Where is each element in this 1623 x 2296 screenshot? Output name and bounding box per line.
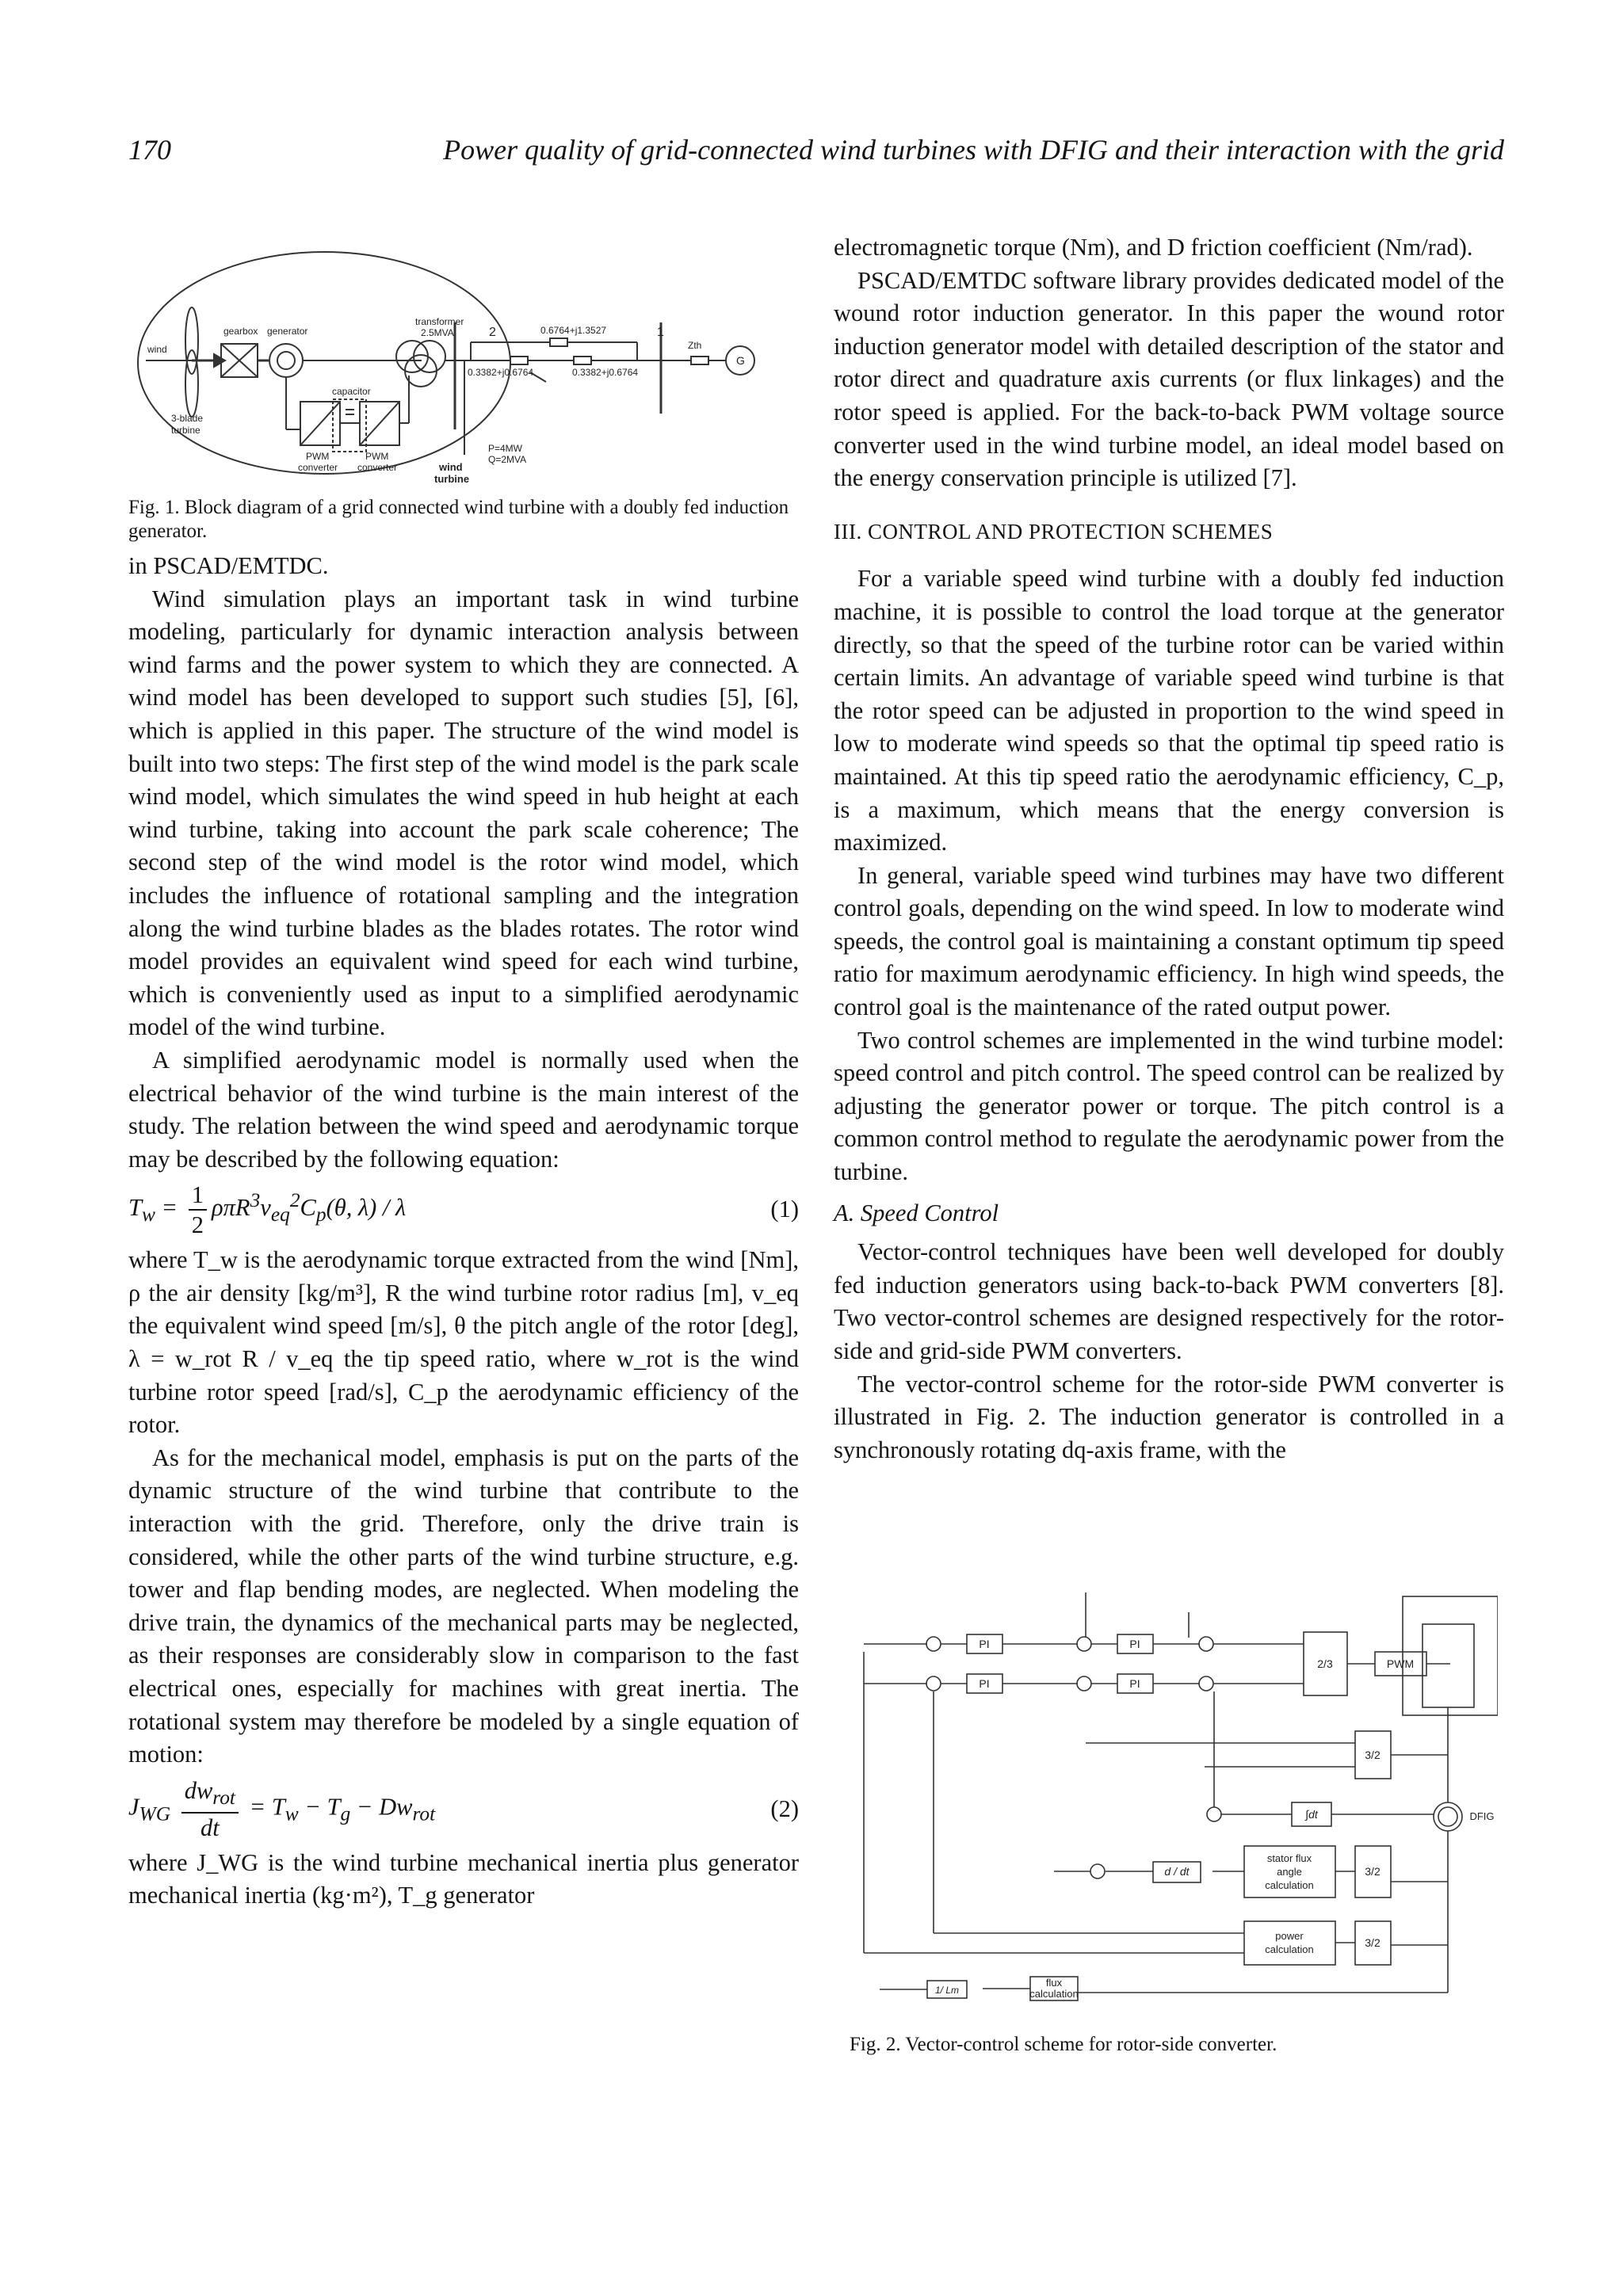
paragraph: In general, variable speed wind turbines may have two different control goals, depending on the wind speed. In low to moderate wind speeds, the control goal is maintaining a constant optimum tip speed ratio for maximum aerodynamic efficiency. In high wind speeds, the control goal is the maintenance of the rated output power. [834,861,1504,1021]
right-column [834,231,1504,1466]
label-gearbox: gearbox [223,326,258,337]
pi-block-label: PI [979,1638,990,1650]
power-calc-label: calculation [1265,1943,1314,1955]
stator-flux-label: stator flux [1266,1852,1312,1864]
paragraph: For a variable speed wind turbine with a doubly fed induction machine, it is possible to control the load torque at the generator directly, so that the speed of the turbine rotor can be varied within certain limits. An advantage of variable speed wind turbine is that the rotor speed can be adjusted in proportion to the wind speed in low to moderate wind speeds so that the optimal tip speed ratio is maintained. At this tip speed ratio the aerodynamic efficiency, C_p, is a maximum, which means that the energy conversion is maximized. [834,565,1504,856]
label-q: Q=2MVA [488,454,527,465]
equation-2: $J_{WG}$ $\frac{dw_{rot}}{dt}$ = $T_w - T_g - Dw_{rot}$ (2) [128,1776,799,1841]
label-converter-1: converter [298,462,338,473]
equation-1: $T_w$ = $\frac{1}{2}$ $\rho\pi R^3v_{eq}^2C_p(\theta$, λ) / λ (1) [128,1181,799,1239]
figure-2-caption: Fig. 2. Vector-control scheme for rotor-side converter. [850,2034,1277,2055]
figure-1-diagram [130,247,796,494]
running-title: Power quality of grid-connected wind turbines with DFIG and their interaction with the grid [443,134,1504,166]
paragraph: where T_w is the aerodynamic torque extracted from the wind [Nm], ρ the air density [kg/m³], R the wind turbine rotor radius [m], v_eq the equivalent wind speed [m/s], θ the pitch angle of the rotor [deg], λ = w_rot R / v_eq the tip speed ratio, where w_rot is the wind turbine rotor speed [rad/s], C_p the aerodynamic efficiency of the rotor. [128,1246,799,1439]
transform-3-2-label: 3/2 [1365,1865,1381,1878]
figure-1-caption: Fig. 1. Block diagram of a grid connected wind turbine with a doubly fed induction generator. [128,497,789,542]
power-calc-label: power [1275,1930,1304,1942]
pi-block-label: PI [979,1677,990,1690]
integrator-label: ∫dt [1305,1808,1318,1821]
paragraph: A simplified aerodynamic model is normally used when the electrical behavior of the wind turbine is the main interest of the study. The relation between the wind speed and aerodynamic torque may be described by the following equation: [128,1046,799,1173]
paragraph: As for the mechanical model, emphasis is put on the parts of the dynamic structure of the wind turbine that contribute to the interaction with the grid. Therefore, only the drive train is considered, while the other parts of the wind turbine structure, e.g. tower and flap bending modes, are neglected. When modeling the drive train, the dynamics of the mechanical parts may be neglected, as their responses are considerably slow in comparison to the fast electrical ones, especially for machines with great inertia. The rotational system may therefore be modeled by a single equation of motion: [128,1444,799,1768]
label-bus-2: 2 [489,326,496,339]
subsection-heading: A. Speed Control [834,1199,999,1226]
paragraph: The vector-control scheme for the rotor-side PWM converter is illustrated in Fig. 2. The induction generator is controlled in a synchronously rotating dq-axis frame, with the [834,1370,1504,1463]
label-grid: G [736,354,745,367]
paragraph: in PSCAD/EMTDC. [128,552,329,579]
pi-block-label: PI [1129,1677,1140,1690]
section-heading: III. CONTROL AND PROTECTION SCHEMES [834,519,1274,543]
label-wind-turbine-2: turbine [434,473,470,485]
inv-lm-label: 1/ Lm [934,1985,960,1996]
label-pwm-2: PWM [365,451,389,462]
label-blade: 3-blade [171,413,204,424]
paragraph: Vector-control techniques have been well developed for doubly fed induction generators using back-to-back PWM converters [8]. Two vector-control schemes are designed respectively for the rotor-side and grid-side PWM converters. [834,1238,1504,1364]
stator-flux-label: angle [1277,1866,1302,1878]
label-capacitor: capacitor [332,386,371,397]
label-p: P=4MW [488,443,523,454]
flux-calc-label: flux [1045,1977,1063,1989]
figure-1 [130,247,796,494]
transform-3-2-label: 3/2 [1365,1749,1381,1761]
label-line-right: 0.3382+j0.6764 [572,367,639,378]
flux-calc-label: calculation [1029,1988,1079,2000]
figure-2 [848,1565,1498,2024]
stator-flux-label: calculation [1265,1879,1314,1891]
label-wind-turbine-1: wind [439,461,463,473]
paragraph: electromagnetic torque (Nm), and D friction coefficient (Nm/rad). [834,234,1473,261]
equation-number: (2) [770,1794,799,1822]
left-column [128,550,799,1913]
label-converter-2: converter [357,462,398,473]
transform-2-3-label: 2/3 [1317,1657,1333,1670]
paragraph: where J_WG is the wind turbine mechanical inertia plus generator mechanical inertia (kg·m²), T_g generator [128,1848,799,1909]
derivative-label: d / dt [1164,1865,1190,1878]
pi-block-label: PI [1129,1638,1140,1650]
label-transformer-rating: 2.5MVA [421,327,454,338]
label-zth: Zth [688,340,702,351]
page-number: 170 [128,134,171,166]
paragraph: Two control schemes are implemented in the wind turbine model: speed control and pitch control. The speed control can be realized by adjusting the generator power or torque. The pitch control is a common control method to regulate the aerodynamic power from the turbine. [834,1026,1504,1186]
label-generator: generator [267,326,308,337]
paragraph: Wind simulation plays an important task in wind turbine modeling, particularly for dynamic interaction analysis between wind farms and the power system to which they are connected. A wind model has been developed to support such studies [5], [6], which is applied in this paper. The structure of the wind model is built into two steps: The first step of the wind model is the park scale wind model, which simulates the wind speed in hub height at each wind turbine, taking into account the park scale coherence; The second step of the wind model is the rotor wind model, which includes the influence of rotational sampling and the integration along the wind turbine blades as the blades rotates. The rotor wind model provides an equivalent wind speed for each wind turbine, which is conveniently used as input to a simplified aerodynamic model of the wind turbine. [128,585,799,1041]
label-bus-1: 1 [657,326,664,339]
label-line-left: 0.3382+j0.6764 [468,367,534,378]
figure-2-diagram [848,1565,1498,2024]
label-wind: wind [147,344,167,355]
dfig-label: DFIG [1469,1810,1495,1822]
equation-number: (1) [770,1196,799,1223]
pwm-block-label: PWM [1386,1657,1415,1670]
transform-3-2-label: 3/2 [1365,1936,1381,1949]
paragraph: PSCAD/EMTDC software library provides dedicated model of the wound rotor induction generator. In this paper the wound rotor induction generator model with detailed description of the stator and rotor direct and quadrature axis currents (or flux linkages) and the rotor speed is applied. For the back-to-back PWM voltage source converter used in the wind turbine model, an ideal model based on the energy conservation principle is utilized [7]. [834,266,1504,492]
label-transformer: transformer [415,316,464,327]
label-turbine: turbine [171,425,200,436]
label-line-top: 0.6764+j1.3527 [540,325,607,336]
label-pwm-1: PWM [306,451,330,462]
